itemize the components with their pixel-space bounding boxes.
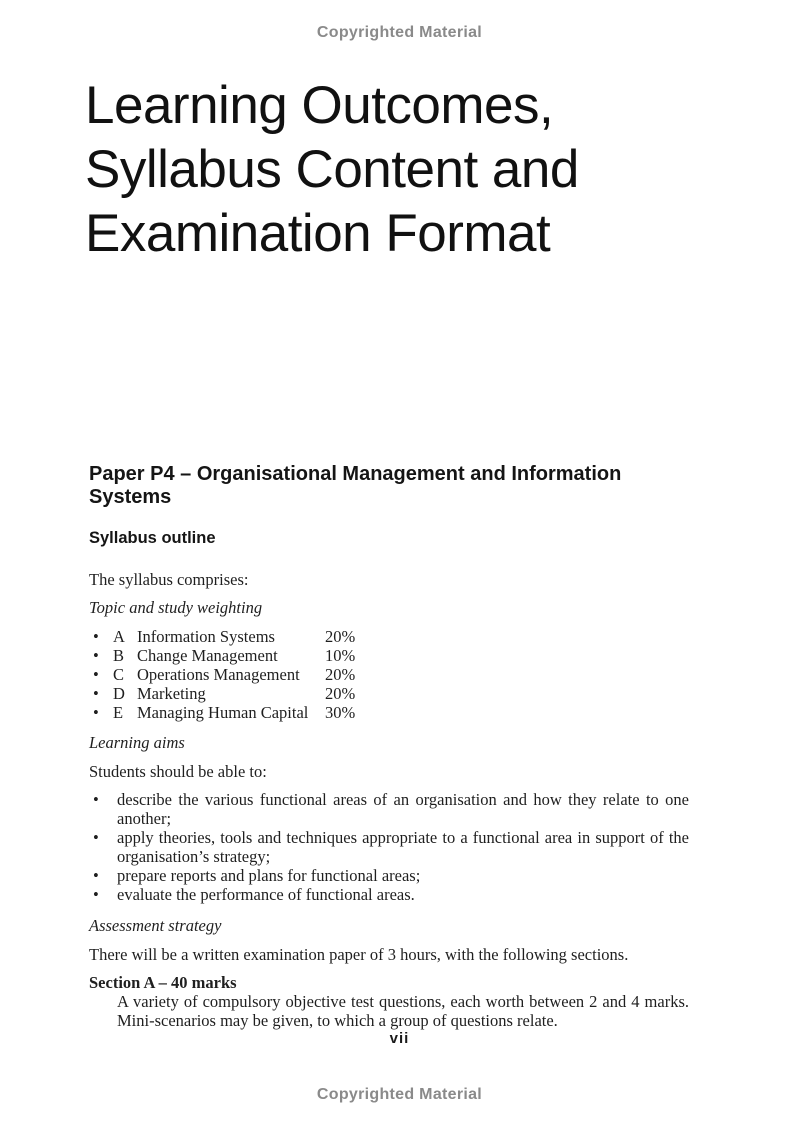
learning-aims-list bbox=[89, 790, 689, 904]
assessment-intro: There will be a written examination paper of 3 hours, with the following sections. bbox=[89, 945, 629, 964]
topic-weight: 20% bbox=[325, 665, 356, 684]
topic-weight: 20% bbox=[325, 627, 356, 646]
page-number: vii bbox=[389, 1030, 410, 1047]
topic-name: Operations Management bbox=[137, 665, 300, 684]
bullet-icon: • bbox=[93, 866, 99, 885]
topic-row bbox=[89, 646, 689, 665]
bullet-icon: • bbox=[93, 627, 99, 646]
chapter-title-line-1: Learning Outcomes, bbox=[85, 76, 554, 135]
aim-text: prepare reports and plans for functional areas; bbox=[117, 866, 421, 885]
learning-aims-label: Learning aims bbox=[89, 733, 185, 752]
topic-name: Change Management bbox=[137, 646, 278, 665]
bullet-icon: • bbox=[93, 790, 99, 809]
assessment-strategy-label: Assessment strategy bbox=[89, 916, 222, 935]
topic-letter: D bbox=[113, 684, 125, 703]
aim-text: evaluate the performance of functional areas. bbox=[117, 885, 415, 904]
bullet-icon: • bbox=[93, 646, 99, 665]
topic-letter: A bbox=[113, 627, 125, 646]
topic-name: Managing Human Capital bbox=[137, 703, 309, 722]
paper-heading: Paper P4 – Organisational Management and Information Systems bbox=[89, 463, 622, 508]
bullet-icon: • bbox=[93, 703, 99, 722]
topic-weighting-label: Topic and study weighting bbox=[89, 598, 263, 617]
list-item bbox=[89, 866, 689, 885]
list-item bbox=[89, 790, 689, 828]
topic-letter: C bbox=[113, 665, 125, 684]
topic-weight: 10% bbox=[325, 646, 356, 665]
learning-aims-intro: Students should be able to: bbox=[89, 762, 267, 781]
aim-text: apply theories, tools and techniques appropriate to a functional area in support of the organisation’s strategy; bbox=[117, 828, 689, 866]
bullet-icon: • bbox=[93, 665, 99, 684]
bullet-icon: • bbox=[93, 885, 99, 904]
chapter-title-line-3: Examination Format bbox=[85, 204, 551, 263]
syllabus-outline-heading: Syllabus outline bbox=[89, 529, 216, 547]
page-content bbox=[89, 463, 689, 1030]
bullet-icon: • bbox=[93, 828, 99, 847]
copyright-notice-top: Copyrighted Material bbox=[316, 24, 483, 41]
list-item bbox=[89, 885, 689, 904]
chapter-title bbox=[85, 74, 579, 266]
syllabus-intro: The syllabus comprises: bbox=[89, 570, 249, 589]
list-item bbox=[89, 828, 689, 866]
topic-row bbox=[89, 627, 689, 646]
aim-text: describe the various functional areas of an organisation and how they relate to one another; bbox=[117, 790, 689, 828]
exam-section-body: A variety of compulsory objective test questions, each worth between 2 and 4 marks. Mini-scenarios may be given, to which a group of questions relate. bbox=[117, 992, 689, 1030]
topic-weighting-list bbox=[89, 627, 689, 722]
bullet-icon: • bbox=[93, 684, 99, 703]
topic-name: Marketing bbox=[137, 684, 206, 703]
chapter-title-line-2: Syllabus Content and bbox=[85, 140, 579, 199]
topic-weight: 30% bbox=[325, 703, 356, 722]
exam-section-heading: Section A – 40 marks bbox=[89, 973, 237, 992]
copyright-notice-bottom: Copyrighted Material bbox=[316, 1086, 483, 1103]
topic-row bbox=[89, 703, 689, 722]
topic-letter: B bbox=[113, 646, 125, 665]
topic-row bbox=[89, 684, 689, 703]
topic-row bbox=[89, 665, 689, 684]
topic-letter: E bbox=[113, 703, 124, 722]
topic-weight: 20% bbox=[325, 684, 356, 703]
topic-name: Information Systems bbox=[137, 627, 275, 646]
